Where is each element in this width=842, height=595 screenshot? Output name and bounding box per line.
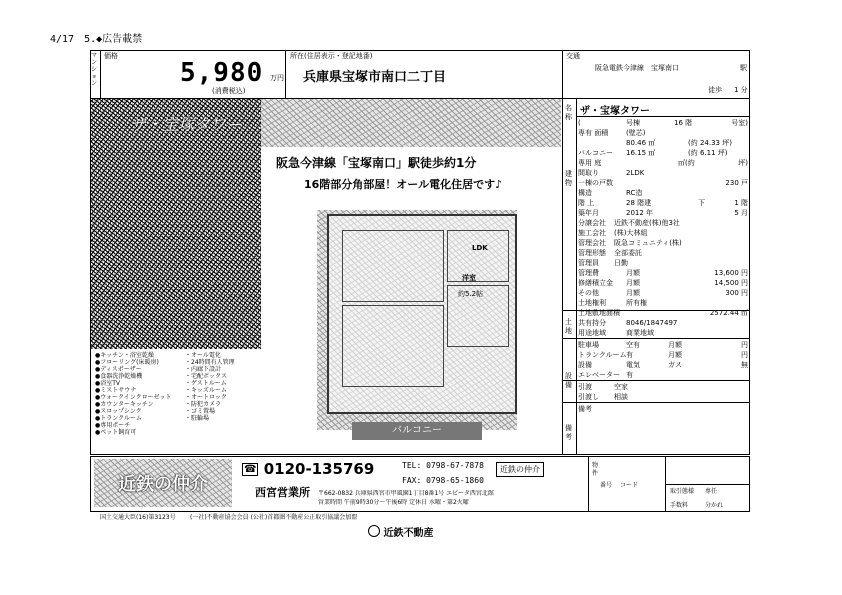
building-photo [91,99,261,349]
floorplan-ldk-label: LDK [472,244,488,252]
reference-label: 番号 [600,482,613,489]
page-header: 4/17 5.◆広告載禁 [50,34,143,45]
headline-2: 16階部分角部屋！オール電化住居です♪ [304,178,503,191]
spec-row: 施工会社 (株)大林組 [578,229,648,237]
company-hours: 営業時間 午前9時30分～午後6時 定休日 水曜・第2火曜 [318,499,469,506]
company-freedial[interactable]: ☎ 0120-135769 [244,460,375,478]
side-label-notes: 備考 [565,424,572,441]
company-logo-text: 近鉄の仲介 [118,474,208,495]
spec-row: 引渡し 相談 [578,393,628,401]
headline-1: 阪急今津線「宝塚南口」駅徒歩約1分 [276,156,477,170]
price-tax-note: (消費税込) [212,87,246,95]
company-associations: (一社)不動産協会会員 (公社)首都圏不動産公正取引協議会加盟 [190,514,358,521]
transport-station-suffix: 駅 [740,64,747,72]
features-right-list [185,352,260,422]
transport-walk-label: 徒歩 [708,86,722,94]
feature-item: ●スロップシンク [95,408,142,415]
transaction-value: 専任 [705,488,718,495]
spec-row: 専用 庭 ㎡(約 坪) [578,159,748,167]
price-label: 価格 [104,52,118,60]
brand-mark: 近鉄不動産 [368,524,433,539]
feature-item: ・キッズルーム [185,387,227,394]
company-branch: 西宮営業所 [255,486,310,499]
spec-name: ザ・宝塚タワー [580,106,650,117]
feature-item: ・内廊下設計 [185,366,222,373]
spec-row: トランクルーム 有 月額 円 [578,351,748,359]
spec-row: 土地権利 所有権 [578,299,647,307]
location-value: 兵庫県宝塚市南口二丁目 [303,70,447,85]
feature-item: ・ゲストルーム [185,380,227,387]
feature-item: ●ミストサウナ [95,387,137,394]
feature-item: ●カウンターキッチン [95,401,154,408]
company-badge: 近鉄の仲介 [496,462,544,477]
spec-row: 管理形態 全部委託 [578,249,642,257]
phone-icon: ☎ [244,464,257,475]
feature-item: ●専用ポーチ [95,422,131,429]
feature-item: ●食器洗浄乾燥機 [95,373,143,380]
spec-row: その他 月額 300 円 [578,289,748,297]
company-logo [94,459,232,507]
spec-row: 用途地域 商業地域 [578,329,654,337]
side-label-building: 建物 [565,170,572,187]
transport-walk-value: 1 分 [734,86,748,94]
spec-row: 駐車場 空有 月額 円 [578,341,748,349]
spec-row: 管理費 月額 13,600 円 [578,269,748,277]
spec-row: 間取り 2LDK [578,169,645,177]
floorplan-balcony: バルコニー [352,422,482,440]
headline-box [262,148,560,200]
feature-item: ●トランクルーム [95,415,142,422]
spec-row: 管理員 日勤 [578,259,628,267]
company-fax: FAX: 0798-65-1860 [402,476,484,485]
spec-row: 修繕積立金 月額 14,500 円 [578,279,748,287]
spec-row: 土地敷地面積 2572.44 ㎡ [578,309,748,317]
photo-sky [261,99,561,147]
feature-item: ・オール電化 [185,352,221,359]
spec-row: 一棟の戸数 230 戸 [578,179,748,187]
spec-row: 階 上 28 階建 下 1 階 [578,199,748,207]
side-label-land: 土地 [565,318,572,335]
spec-row: 引渡 空家 [578,383,628,391]
feature-item: ・オートロック [185,394,227,401]
features-left-list [95,352,180,436]
side-label-equipment: 設備 [565,372,572,389]
company-address: 〒662-0832 兵庫県西宮市甲風園1丁目8番1号 エビータ西宮北館 [318,490,494,497]
spec-row: ( 号棟 16 階 号室) [578,119,748,127]
feature-item: ●ウォークインクローゼット [95,394,172,401]
fee-label: 手数料 [670,502,689,509]
floorplan [262,200,560,450]
feature-item: ・駐輪場 [185,415,210,422]
price-value: 5,980 [180,58,264,88]
fee-value: 分かれ [705,502,724,509]
spec-row: 管理会社 阪急コミュニティ(株) [578,239,682,247]
feature-item: ●キッチン・浴室乾燥 [95,352,154,359]
spec-row: 築年月 2012 年 5 月 [578,209,748,217]
transport-line-station: 阪急電鉄今津線 宝塚南口 [595,64,679,72]
feature-item: ●ペット飼育可 [95,429,137,436]
spec-row: 共有持分 8046/1847497 [578,319,678,327]
feature-item: ・ゴミ置場 [185,408,216,415]
floorplan-room-label: 洋室 [462,274,476,282]
spec-section-label: 名称 [565,104,572,121]
property-type: マンション [91,52,98,87]
transport-label: 交通 [566,52,580,60]
reference-label: コード [620,482,639,489]
spec-row: 備考 [578,405,592,413]
features-box [95,352,260,450]
location-label: 所在(住居表示・登記地番) [290,52,373,60]
company-license: 国土交通大臣(16)第3123号 [100,514,176,521]
spec-row: 分譲会社 近鉄不動産(株)他3社 [578,219,680,227]
feature-item: ・24時間有人管理 [185,359,235,366]
photo-caption: ザ・宝塚タワー [130,115,243,134]
price-unit: 万円 [270,74,284,82]
spec-row: バルコニー 16.15 ㎡ (約 6.11 坪) [578,149,728,157]
spec-row: 専有 面積 (壁芯) [578,129,646,137]
feature-item: ●浴室TV [95,380,121,387]
feature-item: ●フローリング(床暖房) [95,359,159,366]
feature-item: ・防犯カメラ [185,401,222,408]
feature-item: ・宅配ボックス [185,373,227,380]
spec-row: エレベーター 有 [578,371,633,379]
company-tel[interactable]: TEL: 0798-67-7878 [402,461,484,470]
spec-row: 80.46 ㎡ (約 24.33 坪) [626,139,732,147]
spec-row: 設備 電気 ガス 無 [578,361,748,369]
feature-item: ●ディスポーザー [95,366,142,373]
spec-row: 構造 RC造 [578,189,643,197]
transaction-label: 取引態様 [670,488,695,495]
reference-label: 物 [592,462,599,469]
brand-logo-icon [368,525,380,537]
reference-label: 件 [592,470,599,477]
floorplan-size-label: 約5.2帖 [458,290,484,298]
